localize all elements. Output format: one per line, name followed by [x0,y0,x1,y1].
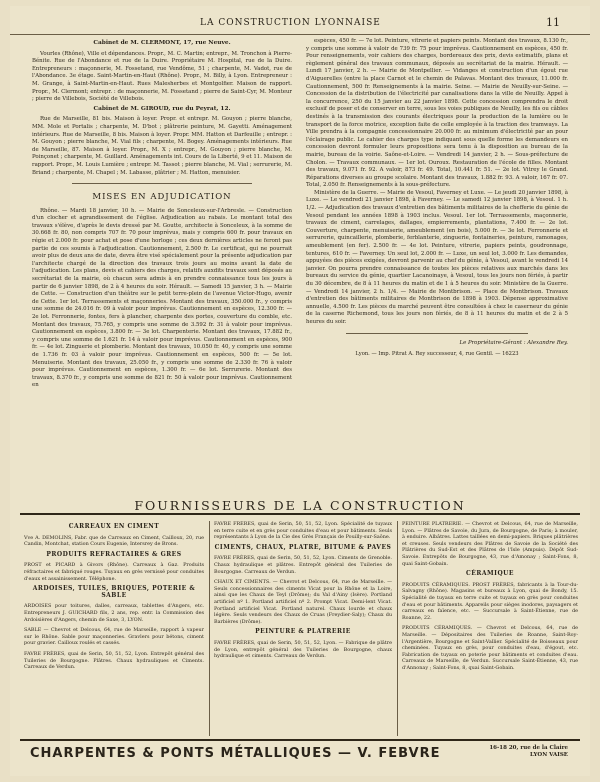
supplier-category: CARREAUX EN CIMENT [68,523,160,530]
adjudication-section-title: MISES EN ADJUDICATION [92,192,232,203]
suppliers-column-1 [24,521,204,736]
supplier-category: ARDOISES, TUILES, BRIQUES, POTERIE & SABLE [32,585,196,599]
page-number: 11 [546,16,560,29]
supplier-listing: FAVRE FRÈRES, quai de Serin, 50, 51, 52, Lyon. — Fabrique de plâtre de Lyon, entrepôt général des Tuileries de Bourgogne, chaux hydraulique et ciments. Carreaux de Verdun. [214,639,392,660]
supplier-category: CÉRAMIQUE [466,570,514,578]
right-column-text-2: Ministère de la Guerre. — Mairie de Vesoul, Faverney et Luxe. — Le jeudi 20 janvier 1898, à Luxe. — Le vendredi 21 janvier 1898, à Faverney. — Le samedi 12 janvier 1898, à Vesoul. 1 h. 1/2. — Adjudication des travaux d'entretien des bâtiments militaires de la chefferie du génie de Vesoul pendant les années 1898 à 1903 inclus. Vesoul. 1er lot. Terrassements, maçonnerie, travaux de ciment, carrelages, dallages, empierrements, plantations, 7.400 fr. — 2e lot. Couverture, charpente, menuiserie, ameublement (en bois), 5.000 fr. — 3e lot. Ferronnerie et serrurerie, quincaillerie, plomberie, ferblanterie, zinguerie, fontaineries, peinture, ramonages, ameublement (en fer). 2.500 fr. — 4e lot. Peinture, vitrerie, papiers peints, goudronnage, tentures, 610 fr. — Faverney. Un seul lot, 2.000 fr. — Luxe, un seul lot, 3.000 fr. Les demandes, appuyées des pièces exigées, devront parvenir au chef du génie, à Vesoul, avant le vendredi 14 janvier. On pourra prendre connaissance de toutes les pièces relatives aux marchés dans les bureaux du service du génie, quartier Lacanoinaye, à Vesoul, tous les jours non fériés, à partir du 30 décembre, de 8 à 11 heures du matin et de 1 à 5 heures du soir. Ministère de la Guerre. — Vendredi 14 janvier, 2 h. 1/4. — Mairie de Montbrison. — Place de Montbrison. Travaux d'entretien des bâtiments militaires de Montbrison de 1898 à 1903. Dépense approximative annuelle, 4.500 fr. Les pièces du marché peuvent être consultées à chez le caserneur du génie de la caserne Richemond, tous les jours non fériés, de 8 à 11 heures du matin et de 2 à 5 heures du soir. [306,189,568,325]
supplier-listing: FAVRE FRÈRES, quai de Serin, 50, 51, 52, Lyon. Entrepôt général des Tuileries de Bourgogne. Plâtres. Chaux hydrauliques et Ciments. Carreaux de Verdun. [24,650,204,671]
running-title: LA CONSTRUCTION LYONNAISE [200,18,381,28]
banner-address [489,745,568,759]
left-column [32,38,292,494]
banner-address-line-1: 16-18 20, rue de la Claire [489,745,568,751]
supplier-category: PRODUITS REFRACTAIRES & GRES [46,550,182,558]
banner-address-line-2: LYON VAISE [529,752,568,758]
cabinet-clermont-text: Vourles (Rhône), Ville et dépendances. Propr., M. C. Martin; entrepr., M. Tronchon à Pierre-Bénite. Rue de l'Abondance et rue de la Duire. Propriétaire M. Hospital, rue de la Duire. Entrepreneurs : maçonnerie, M. Fossetand, rue Vendôme, 51 ; charpente, M. Vadot, rue de l'Abondance. 3e étage. Saint-Martin-en-Haut (Rhône). Propr., M. Billy, à Lyon. Entrepreneur : M. Grange, à Saint-Martin-en-Haut. Rues Malesherbes et Montgolfier. Maison de rapport. Propr., M. Clermont; entrepr. : de maçonnerie, M. Fossetand ; pierre de Saint-Cyr, M. Monteur ; pierre de Villebois, Société de Villebois. [32,50,292,103]
suppliers-title: FOURNISSEURS DE LA CONSTRUCTION [134,498,466,513]
supplier-listing: Vve A. DEMOLINS, Fabr. que de Carreaux en Ciment, Cailloux, 20, rue Candin, Montchat, station Cours Eugenie, Intersrey de Brons. [24,534,204,548]
page-header [10,14,590,35]
supplier-listing: SABLE — Chevrot et Delcous, 64, rue de Marseille, rapport à vapeur sur le Rhône. Sable pour maçonneries. Gravlers pour bétons, ciment pour gravier. Cailloux roulés et cassés. [24,627,204,647]
supplier-category: CIMENTS, CHAUX, PLATRE, BITUME & PAVES [214,543,392,551]
publisher-signature: Le Propriétaire-Gérant : Alexandre Rey. [459,339,568,346]
supplier-listing: CHAUX ET CIMENTS. — Chevrot et Delcous, 64, rue de Marseille. — Seuls concessionnaires des ciments Vicat pour la Rhône et la Loire, ainsi que les Chaux de Teyl (Drôme); du Val d'Ainy (Isère). Portland artificiel nº 1. Portland artificiel nº 2. Prompt Vicat. Demi-lent Vicat. Portland artificiel Vicat. Portland naturel. Chaux lourde et chaux légère. Seuls vendeurs des Chaux de Cruas (Freydier-Saly); Chaux du Barbières (Drôme). [214,579,392,625]
supplier-listing: PRODUITS CÉRAMIQUES. — Chevrot et Delcous, 64, rue de Marseille. — Dépositaires des Tuileries de Roanne, Saint-Roy-l'Argentière, Bourgogne et Saint-Vallier. Spécialité de Boisseaux pour cheminées. Tuyaux en grès, pour conduites d'eau, d'égout, etc. Fabrication de tuyaux en poterie pour bâtiments et conduites d'eau. Carreaux de Marseille, de Verdun. Succursale Saint-Étienne, 43, rue d'Annonay ; Saint-Fons, 8, quai Saint-Gobain. [402,625,578,671]
supplier-listing: PROST et PICARD à Givors (Rhône). Carreaux à Gaz. Produits réfractaires et fabriqué rouges. Tuyaux en grès vernissé pour conduites d'eaux et assainissement. Téléphone. [24,562,204,582]
suppliers-column-2 [214,521,392,736]
cabinet-clermont-heading: Cabinet de M. CLERMONT, 17, rue Neuve. [93,40,231,46]
cabinet-giroud-heading: Cabinet de M. GIROUD, rue du Peyrat, 12. [93,105,231,112]
banner-company-name: CHARPENTES & PONTS MÉTALLIQUES — V. FEBVRE [30,746,441,761]
section-rule [72,183,252,184]
supplier-listing: ARDOISES pour toitures, dalles, carreaux, tablettes d'Angers, etc. Entrepreneurs J. GUICHARD fils, 2 ans, rep. entr. la Commission des Ardoisières d'Angers, chemin de Saxe, 3, LYON. [24,603,204,623]
supplier-listing: FAVRE FRÈRES, quai de Serin, 50, 51, 52, Lyon. Ciments de Grenoble. Chaux hydraulique et plâtres. Entrepôt général des Tuileries de Bourgogne. Carreaux de Verdun. [214,555,392,575]
supplier-listing: FAVRE FRÈRES, quai de Serin, 50, 51, 52, Lyon. Spécialité de tuyaux en terre cuite et en grès pour conduites d'eau et pour bâtiments. Seuls représentants à Lyon de la Cie des Grès Français de Pouilly-sur-Saône. [214,521,392,541]
supplier-listing: PEINTURE PLATRERIE. — Chevrot et Delcous, 64, rue de Marseille, Lyon. — Plâtres de Savoie, du Jura, de Bourgogne, de Paris; à mouler, à enduire. Albâtres. Lattes taillées en demi-papiers. Briques plâtrières et creuses. Seuls vendeurs des Plâtres de Savoie de la Société des Plâtrières du Sud-Est et des Plâtres de l'Isle (Ampuis). Dépôt Sud-Savoie. Entrepôts de Bourgogne, 43, rue d'Amonay ; Saint-Fons, 8, quai Saint-Gobain. [402,521,578,567]
supplier-listing: PRODUITS CÉRAMIQUES. PROST FRÈRES, fabricants à la Tour-du-Salvagny (Rhône). Magasins et bureaux à Lyon, quai de Bondy, 15. Spécialité de tuyaux en terre cuite et tuyaux en grès pour conduites d'eau et pour bâtiments. Appareils pour sièges inodores, paysagers et carreaux en faïence, etc. — Succursale à Saint-Étienne, rue de Roanne, 22. [402,581,578,621]
supplier-category: PEINTURE & PLATRERIE [255,628,351,636]
cabinet-giroud-text: Rue de Marseille, 81 bis. Maison à loyer. Propr. et entrepr. M. Gouyon ; pierre blanche, MM. Mole et Portalis ; charpente, M. D'bot ; plâtrerie peinture, M. Gayetti. Aménagement intérieurs. Rue de Marseille, 8 bis. Maison à loyer. Propr. MM. Hatton et Darfeuille ; entrepr. : M. Gouyon ; pierre blanche, M. Vial fils ; charpente, M. Bogey. Aménagements intérieurs. Rue de Marseille, 87. Maison à loyer. Propr., M. X ; entrepr., M. Gouyon ; pierre blanche, M. Poinçonet ; charpente, M. Guillard. Aménagements int. Cours de la Liberté, 9 et 11. Maison de rapport. Propr., M. Louis Lumière ; entrepr. M. Tassot ; pierre blanche, M. Vial ; serrurerie, M. Briand ; charpente, M. Chapel ; M. Labasse, plâtrier ; M. Hatton, menuisier. [32,116,292,176]
adjudication-text: Rhône. — Mardi 18 janvier, 10 h. — Mairie de Sonceleux-sur-l'Arbresle. — Construction d'un clocher et agrandissement de l'église. Adjudication au rabais. Le montant total des travaux s'élève, d'après le devis dressé par M. Goutte, architecte à Sonceleux, à la somme de 30.668 fr. 80, non compris 707 fr. 70 pour imprévus, mais y compris 600 fr. pour travaux en régie et 2.000 fr. pour achat et pose d'une horloge ; ces deux dernières articles ne feront pas partie de ces soumis à l'adjudication. Cautionnement, 2.500 fr. Le certificat, qui ne pourrait avoir plus de deux ans de date, devra être visé spécialement pour la présente adjudication par l'architecte chargé de la direction des travaux trois jours au moins avant la date de l'adjudication. Les plans, devis et cahiers des charges, relatifs auxdits travaux sont déposés au secrétariat de la mairie, où chacun sera admis à en prendre connaissance tous les jours à partir de 6 janvier 1898, de 2 à 4 heures du soir. Hérault. — Samedi 15 janvier, 3 h. — Mairie de Cette. — Construction d'un théâtre sur le petit terre-plein de l'avenue Victor-Hugo, avenir de Cette. 1er lot. Terrassements et maçonneries. Montant des travaux, 350.000 fr., y compris une somme de 24.016 fr. 09 à valoir pour imprévus. Cautionnement en espèces, 12.300 fr. — 2e lot. Ferronnerie, fontes, fers à plancher, charpente des portes, couverture du comble, etc. Montant des travaux, 75.765, y compris une somme de 3.592 fr. 31 à valoir pour imprévus. Cautionnement en espèces, 3.800 fr. — 3e lot. Charpenterie. Montant des travaux, 17.882 fr., y compris une somme de 1.621 fr. 14 à valoir pour imprévus. Cautionnement en espèces, 900 fr. — 4e lot. Zinguerie et plomberie. Montant des travaux, 10.050 fr. 40, y compris une somme de 1.736 fr. 03 à valoir pour imprévus. Cautionnement en espèces, 500 fr. — 5e lot. Menuiserie. Montant des travaux, 25.050 fr., y compris une somme de 2.330 fr. 76 à valoir pour imprévus. Cautionnement en espèces, 1.300 fr. — 6e lot. Serrurerie. Montant des travaux, 8.370 fr., y compris une somme de 821 fr. 50 à valoir pour imprévus. Cautionnement en [32,207,292,389]
printer-imprint: Lyon. — Imp. Pitrat A. Rey successeur, 4, rue Gentil. — 16223 [355,351,519,358]
right-column [306,38,568,494]
newspaper-page [10,6,590,776]
signature-rule [346,333,528,334]
advertisement-banner [20,739,580,767]
suppliers-column-3 [402,521,578,736]
suppliers-rule [20,513,580,515]
column-separator [209,521,210,736]
column-separator [397,521,398,736]
right-column-text-1: espèces, 450 fr. — 7e lot. Peinture, vitrerie et papiers peints. Montant des travaux, 8.130 fr., y compris une somme à valoir de 739 fr. 75 pour imprévus. Cautionnement en espèces, 450 fr. Pour renseignements, voir cahiers des charges, bordereaux des prix, devis estimatifs, plans et règlement général des travaux communaux, déposés au secrétariat de la mairie. Hérault. — Lundi 17 janvier, 2 h. — Mairie de Montpellier. — Vidanges et construction d'un égout rue d'Aiguerelles (entre la place Carnot et le chemin de Palavas. Montant des travaux, 11.000 fr. Cautionnement, 500 fr. Renseignements à la mairie. Seine. — Mairie de Neuilly-sur-Seine. — Concession de la distribution de l'électricité par canalisations dans la ville de Neuilly. Appel à la concurrence, 250 du 15 janvier au 22 janvier 1898. Cette concession comprendra le droit exclusif de poser et de conserver en terre, sous les voies publiques de Neuilly, les fils ou câbles destinés à la transmission des courants électriques pour la production de la lumière ou le transport de la force motrice, exception faite de celle employée à la traction des tramways. La Ville prendra à la compagnie concessionnaire 20.000 fr. au minimum d'électricité par an pour l'éclairage public. Le cahier des charges type indiquant sous quelle forme les demandeurs en concession devront formuler leurs propositions sera tenu à la disposition au bureau de la mairie, bureau de la voirie. Saône-et-Loire. — Vendredi 14 janvier, 2 h. — Sous-préfecture de Cholon. — Travaux communaux. — 1er lot. Ouroux. Restauration de l'école de filles. Montant des travaux, 9.071 fr. 92. A valoir, 873 fr. 49. Total, 10.441 fr. 51. — 2e lot. Vitrey le Grand. Réparations diverses au groupe scolaire. Montant des travaux, 1.882 fr. 93. A valoir, 167 fr. 07. Total, 2.050 fr. Renseignements à la sous-préfecture. [306,38,568,189]
